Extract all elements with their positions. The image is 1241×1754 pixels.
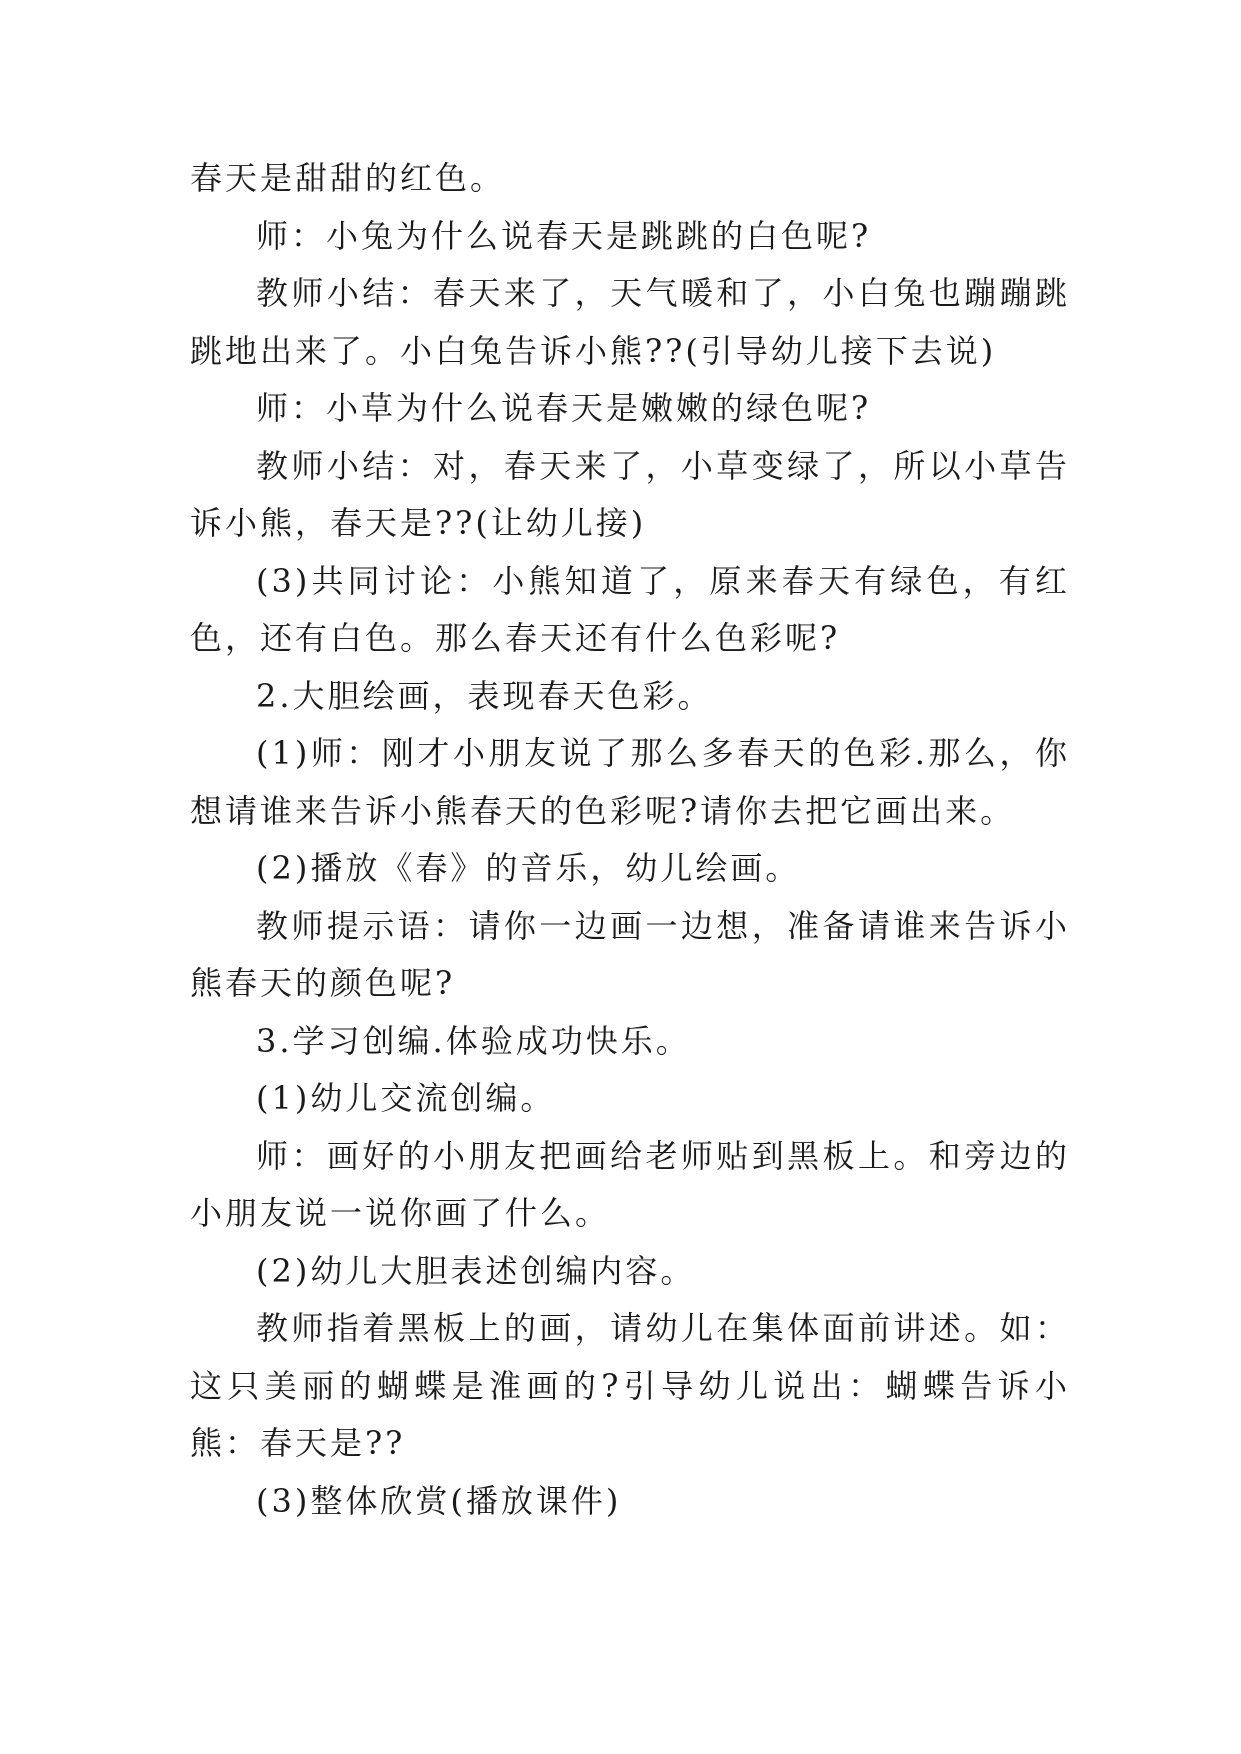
paragraph: (2)幼儿大胆表述创编内容。 <box>256 1251 696 1290</box>
paragraph: (3)整体欣赏(播放课件) <box>256 1481 622 1520</box>
paragraph: 教师指着黑板上的画，请幼儿在集体面前讲述。如：这只美丽的蝴蝶是淮画的?引导幼儿说出：蝴蝶告诉小熊：春天是?? <box>190 1309 1070 1462</box>
paragraph: (1)幼儿交流创编。 <box>256 1079 556 1117</box>
section-heading: 2.大胆绘画，表现春天色彩。 <box>256 676 713 715</box>
paragraph: (3)共同讨论：小熊知道了，原来春天有绿色，有红色，还有白色。那么春天还有什么色彩呢? <box>190 561 1070 657</box>
paragraph: (1)师：刚才小朋友说了那么多春天的色彩.那么，你想请谁来告诉小熊春天的色彩呢?请你去把它画出来。 <box>190 734 1070 830</box>
paragraph: 师：画好的小朋友把画给老师贴到黑板上。和旁边的小朋友说一说你画了什么。 <box>190 1136 1070 1232</box>
paragraph: 教师提示语：请你一边画一边想，准备请谁来告诉小熊春天的颜色呢? <box>190 906 1070 1002</box>
paragraph: 师：小草为什么说春天是嫩嫩的绿色呢? <box>256 389 872 427</box>
paragraph: 春天是甜甜的红色。 <box>190 159 506 197</box>
section-heading: 3.学习创编.体验成功快乐。 <box>256 1021 691 1060</box>
paragraph: 师：小兔为什么说春天是跳跳的白色呢? <box>256 216 872 255</box>
paragraph: 教师小结：对，春天来了，小草变绿了，所以小草告诉小熊，春天是??(让幼儿接) <box>190 446 1070 542</box>
document-body <box>190 150 1070 1530</box>
paragraph: 教师小结：春天来了，天气暖和了，小白兔也蹦蹦跳跳地出来了。小白兔告诉小熊??(引导幼儿接下去说) <box>190 274 1070 370</box>
paragraph: (2)播放《春》的音乐，幼儿绘画。 <box>256 849 801 887</box>
